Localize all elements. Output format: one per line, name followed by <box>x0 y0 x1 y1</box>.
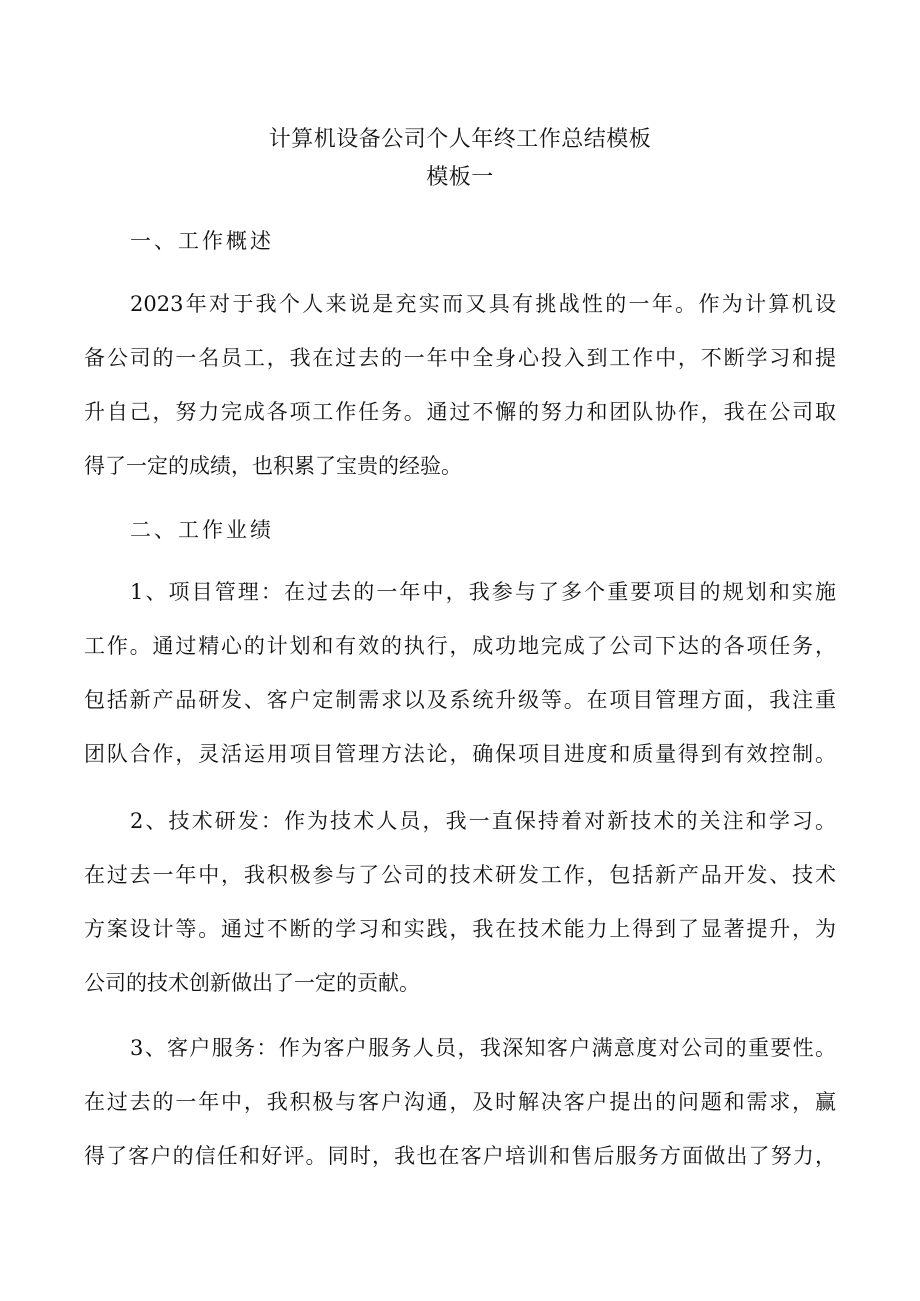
paragraph-project-management <box>84 565 836 781</box>
paragraph-line: 2、技术研发：作为技术人员，我一直保持着对新技术的关注和学习。 <box>130 809 836 833</box>
paragraph-line: 公司的技术创新做出了一定的贡献。 <box>84 971 420 995</box>
paragraph-line: 备公司的一名员工，我在过去的一年中全身心投入到工作中，不断学习和提 <box>84 346 836 370</box>
paragraph-line: 升自己，努力完成各项工作任务。通过不懈的努力和团队协作，我在公司取 <box>84 400 836 424</box>
section-heading-achievements: 二、工作业绩 <box>130 518 274 542</box>
paragraph-customer-service <box>84 1021 836 1183</box>
paragraph-line: 得了一定的成绩，也积累了宝贵的经验。 <box>84 454 462 478</box>
paragraph-line: 2023年对于我个人来说是充实而又具有挑战性的一年。作为计算机设 <box>130 292 836 316</box>
paragraph-line: 在过去的一年中，我积极与客户沟通，及时解决客户提出的问题和需求，赢 <box>84 1090 836 1114</box>
paragraph-line: 团队合作，灵活运用项目管理方法论，确保项目进度和质量得到有效控制。 <box>84 742 836 766</box>
paragraph-line: 工作。通过精心的计划和有效的执行，成功地完成了公司下达的各项任务， <box>84 634 836 658</box>
paragraph-line: 得了客户的信任和好评。同时，我也在客户培训和售后服务方面做出了努力， <box>84 1144 836 1168</box>
paragraph-overview <box>84 277 836 493</box>
paragraph-line: 在过去一年中，我积极参与了公司的技术研发工作，包括新产品开发、技术 <box>84 863 836 887</box>
document-subtitle: 模板一 <box>426 165 494 190</box>
paragraph-line: 3、客户服务：作为客户服务人员，我深知客户满意度对公司的重要性。 <box>130 1036 836 1060</box>
document-title: 计算机设备公司个人年终工作总结模板 <box>268 127 652 152</box>
paragraph-line: 方案设计等。通过不断的学习和实践，我在技术能力上得到了显著提升，为 <box>84 917 836 941</box>
paragraph-technical-rd <box>84 794 836 1010</box>
paragraph-line: 包括新产品研发、客户定制需求以及系统升级等。在项目管理方面，我注重 <box>84 688 836 712</box>
section-heading-overview: 一、工作概述 <box>130 229 274 253</box>
paragraph-line: 1、项目管理：在过去的一年中，我参与了多个重要项目的规划和实施 <box>130 580 836 604</box>
